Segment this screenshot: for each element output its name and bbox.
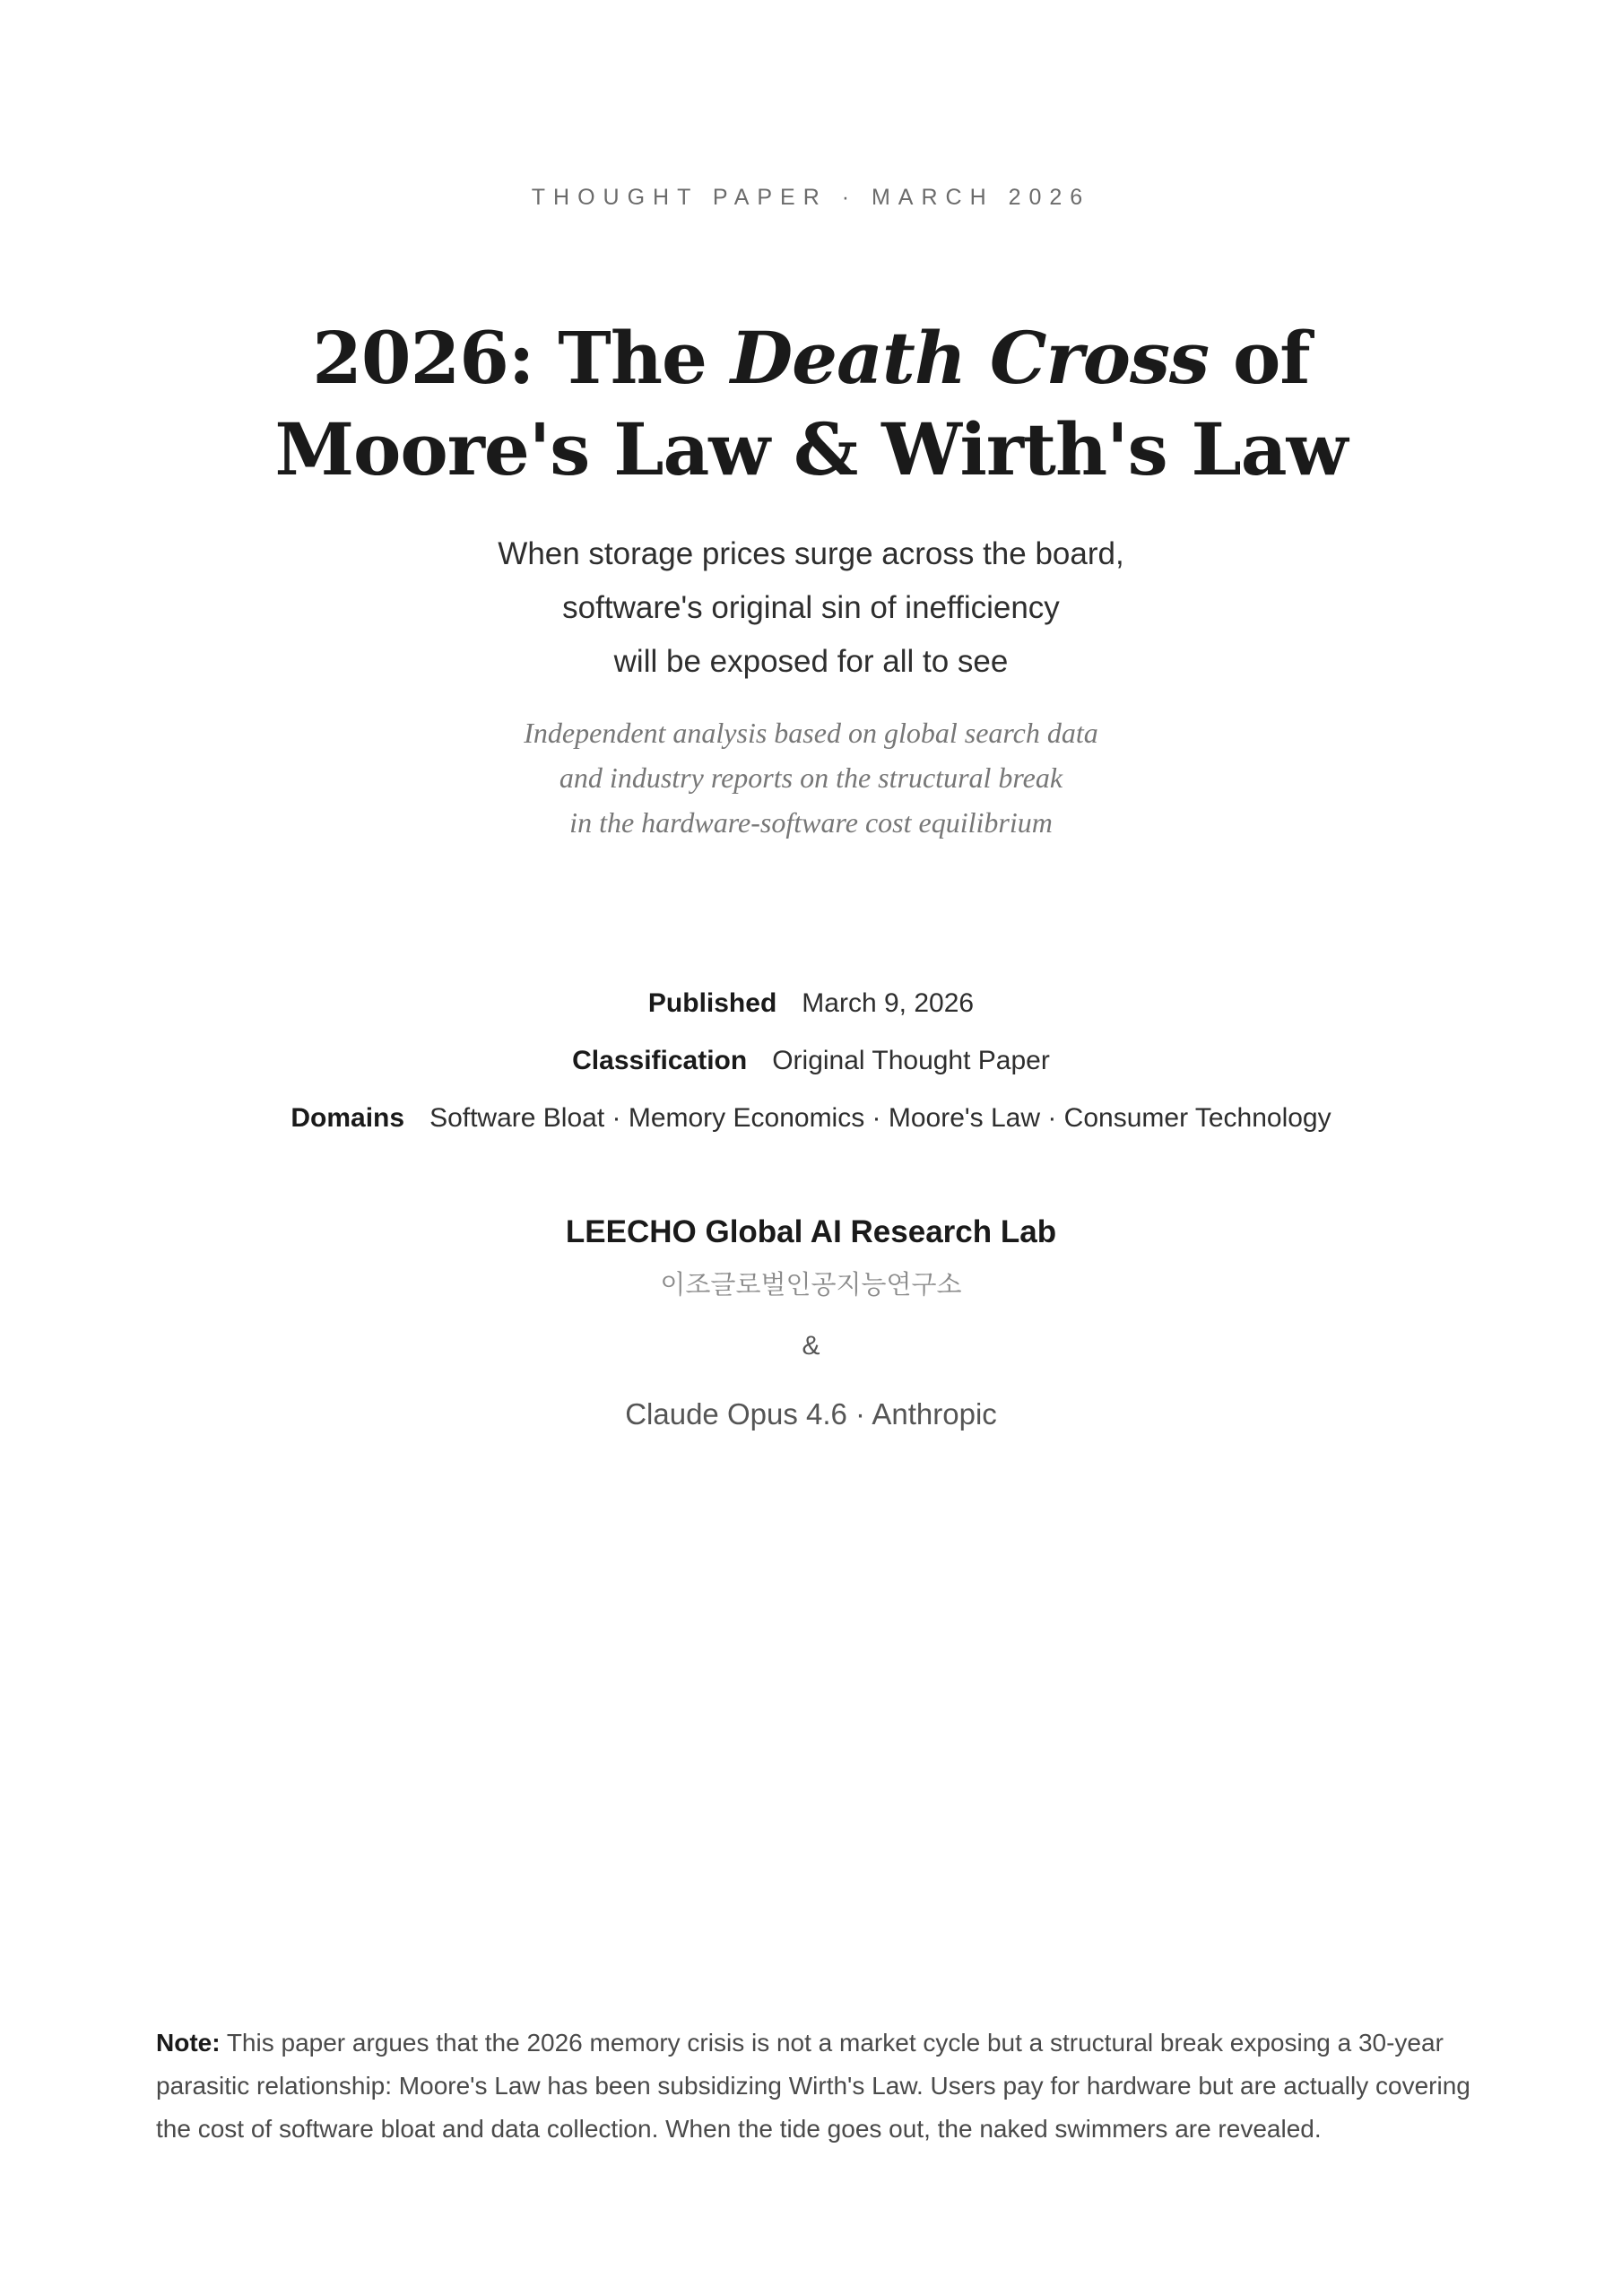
meta-classification-value: Original Thought Paper	[772, 1046, 1050, 1075]
subtitle-line: will be exposed for all to see	[613, 644, 1009, 679]
author-coauthor: Claude Opus 4.6 · Anthropic	[625, 1397, 997, 1431]
title-emphasis: Death Cross	[730, 316, 1210, 400]
meta-domains-value: Software Bloat · Memory Economics · Moore's Law · Consumer Technology	[429, 1103, 1331, 1133]
title-line-1	[0, 312, 1622, 404]
paper-subtitle	[0, 527, 1622, 689]
subtitle-line: software's original sin of inefficiency	[562, 590, 1060, 625]
meta-domains	[0, 1090, 1622, 1147]
author-lab-name: LEECHO Global AI Research Lab	[565, 1214, 1057, 1249]
note-label: Note:	[156, 2029, 221, 2057]
meta-classification-label: Classification	[572, 1046, 748, 1075]
author-separator: &	[802, 1331, 820, 1361]
title-suffix: of	[1209, 316, 1310, 400]
meta-published-value: March 9, 2026	[802, 988, 975, 1018]
title-prefix: 2026: The	[312, 316, 731, 400]
paper-title	[0, 312, 1622, 495]
abstract-line: Independent analysis based on global search data	[524, 717, 1098, 749]
paper-metadata	[0, 975, 1622, 1147]
abstract-line: in the hardware-software cost equilibrium	[569, 806, 1053, 839]
title-line-2: Moore's Law & Wirth's Law	[274, 407, 1348, 491]
abstract-line: and industry reports on the structural break	[559, 761, 1063, 794]
meta-published-label: Published	[647, 988, 777, 1018]
note-text: This paper argues that the 2026 memory crisis is not a market cycle but a structural break exposing a 30-year parasitic relationship: Moore's Law has been subsidizing Wirth's Law. Users pay for hardware but are actually covering the cost of software bloat and data collection. When the tide goes out, the naked swimmers are revealed.	[156, 2029, 1470, 2143]
paper-note	[156, 2022, 1483, 2151]
meta-published	[0, 975, 1622, 1032]
paper-abstract	[0, 710, 1622, 845]
author-lab-name-korean: 이조글로벌인공지능연구소	[660, 1269, 962, 1300]
paper-eyebrow: THOUGHT PAPER · MARCH 2026	[531, 185, 1091, 210]
subtitle-line: When storage prices surge across the board,	[498, 536, 1124, 571]
meta-classification	[0, 1032, 1622, 1090]
meta-domains-label: Domains	[291, 1103, 405, 1133]
